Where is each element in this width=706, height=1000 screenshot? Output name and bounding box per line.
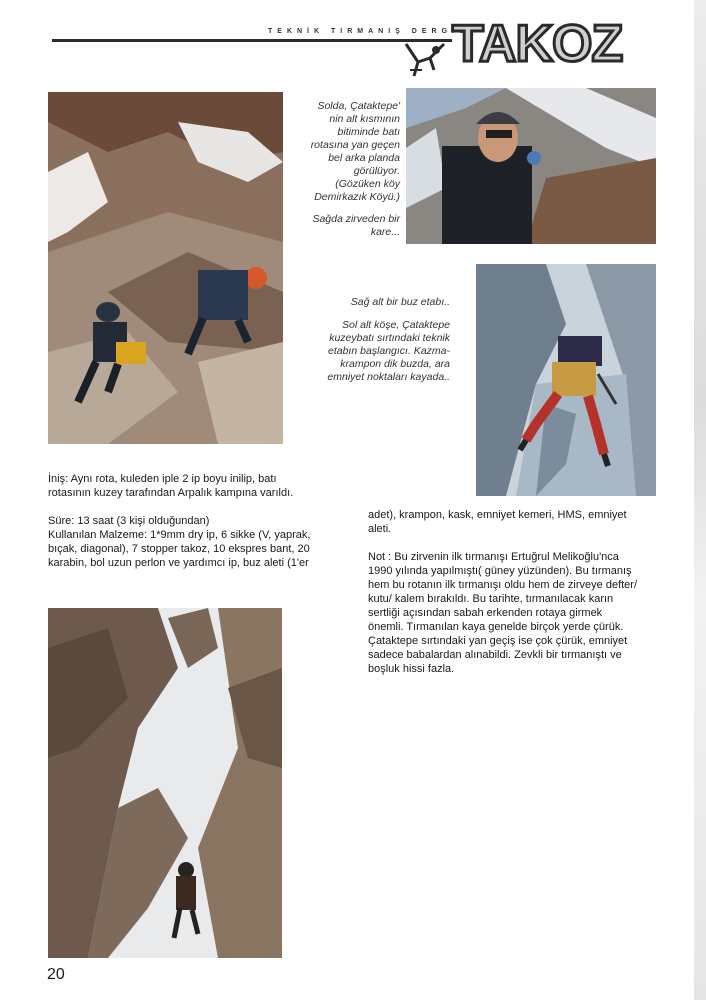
caption-line: (Gözüken köy (335, 178, 400, 190)
text-left-column (48, 472, 333, 570)
caption-line: bel arka planda (328, 152, 400, 164)
caption-line: görülüyor. (353, 165, 400, 177)
photo-climbers-rock (48, 92, 283, 444)
caption-line: kuzeybatı sırtındaki teknik (329, 332, 450, 344)
text-line: aleti. (368, 523, 392, 535)
caption-line: Solda, Çataktepe' (317, 100, 400, 112)
scan-edge (694, 0, 706, 1000)
text-line: İniş: Aynı rota, kuleden iple 2 ip boyu inilip, batı (48, 473, 277, 485)
photo-gully-climb (48, 608, 282, 958)
caption-line: Sağ alt bir buz etabı.. (350, 296, 450, 308)
text-line: adet), krampon, kask, emniyet kemeri, HMS, emniyet (368, 509, 627, 521)
caption-top (290, 100, 400, 248)
caption-line: etabın başlangıcı. Kazma- (328, 345, 450, 357)
text-line: Not : Bu zirvenin ilk tırmanışı Ertuğrul Melikoğlu'nca (368, 551, 619, 563)
header-rule (52, 39, 452, 42)
caption-line: rotasına yan geçen (310, 139, 400, 151)
text-right-column (368, 508, 656, 676)
text-line: kutu/ kalem bırakıldı. Bu tarihte, tırmanılacak karın (368, 593, 614, 605)
text-line: bıçak, diagonal), 7 stopper takoz, 10 ekspres bant, 20 (48, 543, 310, 555)
caption-line: emniyet noktaları kayada.. (327, 371, 450, 383)
caption-line: kare... (370, 226, 400, 238)
text-line: rotasının kuzey tarafından Arpalık kampına varıldı. (48, 487, 294, 499)
text-line: hem bu rotanın ilk tırmanışı oldu hem de zirveye defter/ (368, 579, 638, 591)
climber-logo-icon (400, 40, 452, 80)
caption-line: Sağda zirveden bir (312, 213, 400, 225)
text-line: Süre: 13 saat (3 kişi olduğundan) (48, 515, 210, 527)
caption-line: bitiminde batı (337, 126, 400, 138)
text-line: sertliği açısından sabah erkenden rotaya girmek (368, 607, 603, 619)
caption-line: Sol alt köşe, Çataktepe (342, 319, 450, 331)
photo-ice-climber (476, 264, 656, 496)
text-line: boşluk hissi fazla. (368, 663, 455, 675)
text-line: 1990 yılında yapılmıştı( güney yüzünden). Bu tırmanış (368, 565, 632, 577)
text-line: Çataktepe sırtındaki yan geçiş ise çok çürük, emniyet (368, 635, 628, 647)
caption-line: Demirkazık Köyü.) (314, 191, 400, 203)
text-line: sadece babalardan alınabildi. Zevkli bir tırmanıştı ve (368, 649, 622, 661)
text-line: karabin, bol uzun perlon ve yardımcı ip, buz aleti (1'er (48, 557, 309, 569)
text-line: Kullanılan Malzeme: 1*9mm dry ip, 6 sikke (V, yaprak, (48, 529, 311, 541)
caption-middle (290, 296, 450, 393)
magazine-subtitle: TEKNİK TIRMANIŞ DERGİSİ (268, 28, 476, 35)
caption-line: krampon dik buzda, ara (340, 358, 450, 370)
photo-summit-climber (406, 88, 656, 244)
text-line: önemli. Tırmanılan kaya genelde birçok yerde çürük. (368, 621, 624, 633)
page-number: 20 (47, 966, 65, 983)
caption-line: nin alt kısmının (329, 113, 400, 125)
magazine-logo: TAKOZ (452, 15, 623, 73)
